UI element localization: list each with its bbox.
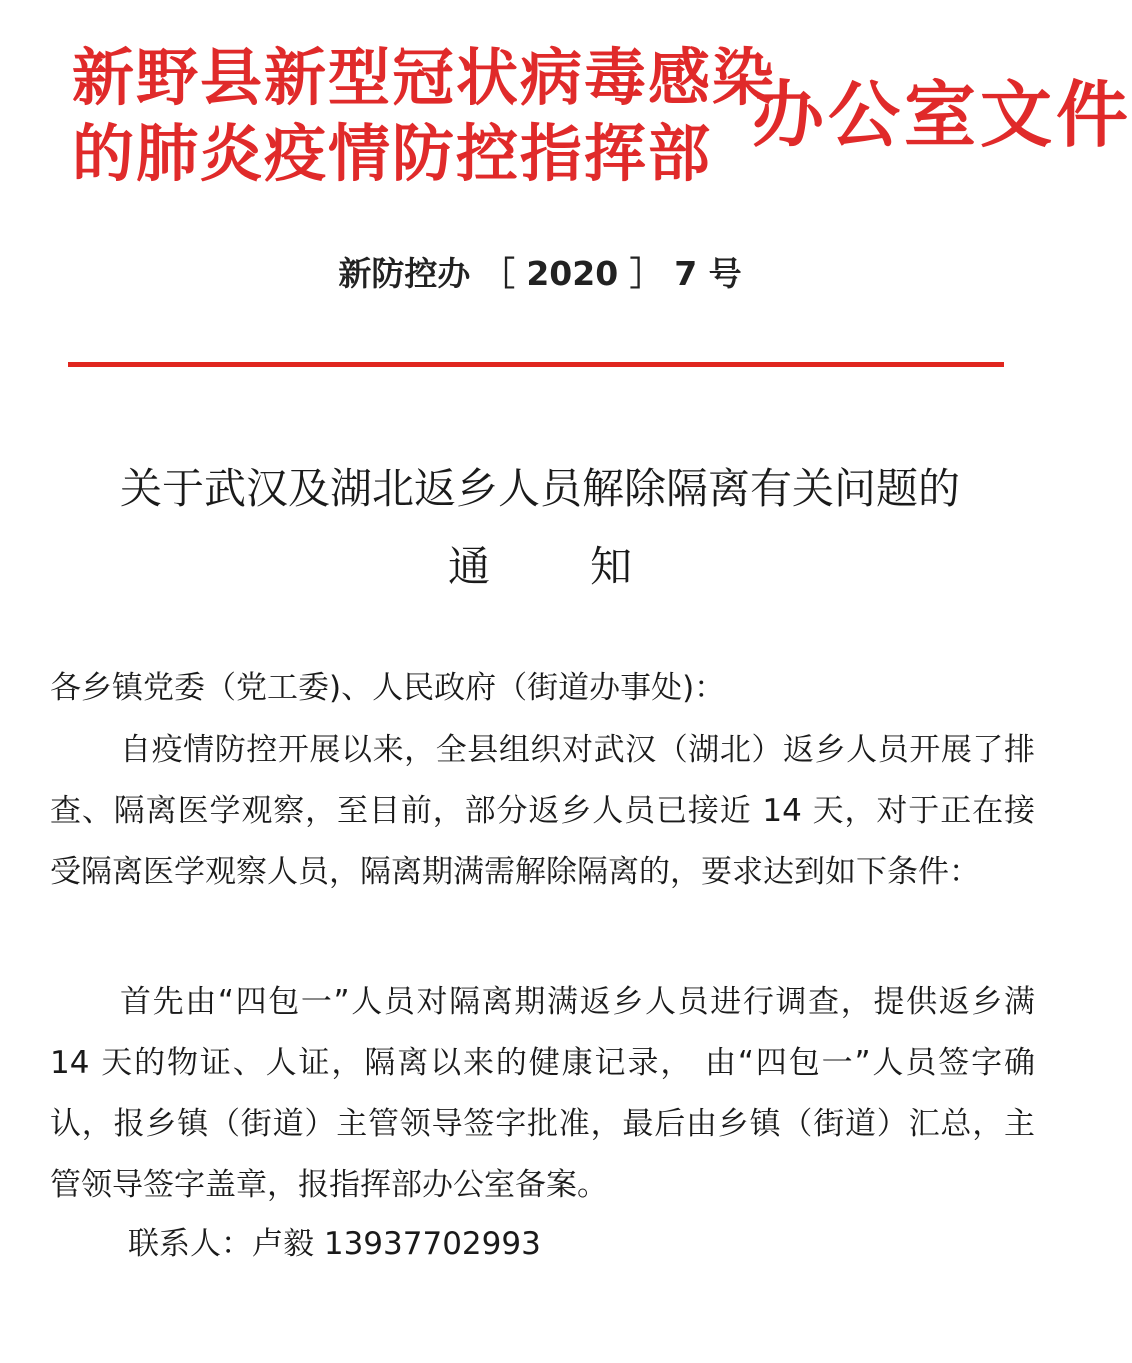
document-number	[0, 248, 1080, 295]
document-number-year: 2020	[526, 254, 619, 293]
header-title-line-2: 的肺炎疫情防控指挥部	[72, 117, 713, 190]
header-title-suffix: 办公室文件	[752, 72, 1132, 157]
header-title-line-1: 新野县新型冠状病毒感染	[72, 41, 777, 114]
notice-title-line-1: 关于武汉及湖北返乡人员解除隔离有关问题的	[119, 464, 960, 513]
document-number-bracket-close: ］	[629, 254, 663, 293]
red-divider-rule	[68, 362, 1004, 367]
body-paragraph-1	[50, 720, 1035, 903]
notice-title-line-2: 通知	[447, 542, 732, 591]
paragraph-text: 首先由“四包一”人员对隔离期满返乡人员进行调查，提供返乡满 14 天的物证、人证，隔离以来的健康记录， 由“四包一”人员签字确认，报乡镇（街道）主管领导签字批准，最后由乡镇（街道）汇总，主管领导签字盖章，报指挥部办公室备案。	[50, 984, 1035, 1203]
document-number-serial: 7 号	[674, 254, 742, 293]
salutation: 各乡镇党委（党工委)、人民政府（街道办事处)：	[50, 670, 726, 706]
document-number-prefix: 新防控办	[338, 254, 471, 293]
document-header	[0, 0, 1132, 230]
contact-line: 联系人：卢毅 13937702993	[128, 1226, 541, 1262]
paragraph-text: 自疫情防控开展以来，全县组织对武汉（湖北）返乡人员开展了排查、隔离医学观察，至目前，部分返乡人员已接近 14 天，对于正在接受隔离医学观察人员，隔离期满需解除隔离的，要求达到如下条件：	[50, 732, 1035, 890]
body-paragraph-2	[50, 972, 1035, 1216]
document-number-bracket-open: ［	[481, 254, 515, 293]
